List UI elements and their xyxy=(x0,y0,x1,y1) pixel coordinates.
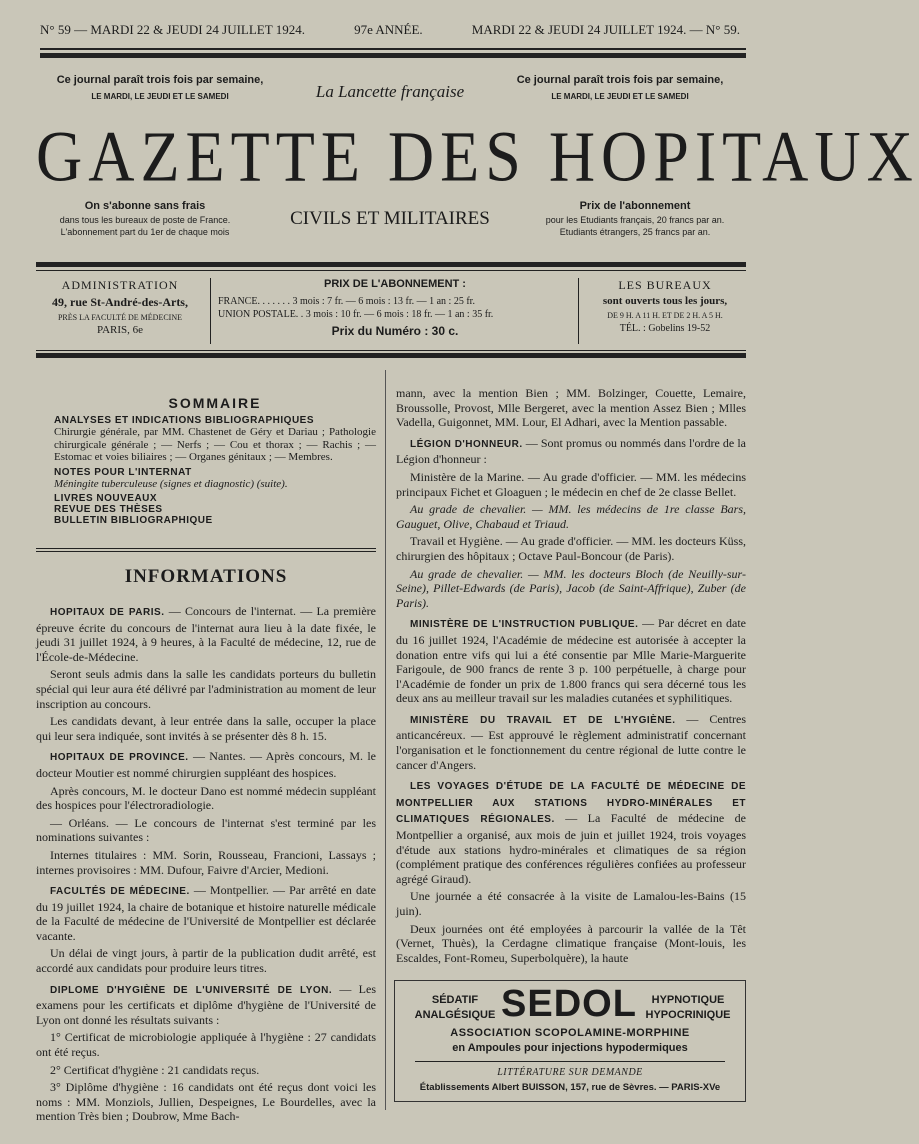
administration-box xyxy=(40,278,200,336)
info-paragraph xyxy=(36,604,376,664)
right-text: — Centres anticancéreux. — Est approuvé le règlement administratif concernant l'organisation et le fonctionnement du centre régional de lutte contre le cancer d'Angers. xyxy=(396,711,746,772)
infobar-divider-1 xyxy=(210,278,211,344)
sommaire-analyses-head: ANALYSES ET INDICATIONS BIBLIOGRAPHIQUES xyxy=(54,415,315,426)
sommaire-rule-2 xyxy=(36,551,376,552)
sommaire-internat-head: NOTES POUR L'INTERNAT xyxy=(54,466,192,478)
advert-hypocrinique: HYPOCRINIQUE xyxy=(645,1009,731,1021)
right-text: — Sont promus ou nommés dans l'ordre de la Légion d'honneur : xyxy=(396,435,746,467)
advert-rule xyxy=(415,1061,725,1062)
right-paragraph: Ministère de la Marine. — Au grade d'officier. — MM. les médecins principaux Fichet et Gloaguen ; le médecin en chef de 2e classe Bellet. xyxy=(396,469,746,499)
sommaire-section xyxy=(54,395,376,526)
info-paragraph: Après concours, M. le docteur Dano est nommé médecin suppléant des hospices pour l'électroradiologie. xyxy=(36,783,376,813)
right-paragraph: Deux journées ont été employées à parcourir la vallée de la Têt (Vernet, Thuès), la Cerdagne climatique française (Mont-louis, les Escaldes, Font-Romeu, Superbolquère), la haute xyxy=(396,921,746,965)
info-heading: HOPITAUX DE PARIS. xyxy=(50,607,165,618)
prix-abonnement-box xyxy=(218,278,572,338)
sommaire-theses: REVUE DES THÈSES xyxy=(54,504,163,516)
right-heading: LÉGION D'HONNEUR. xyxy=(410,438,523,450)
info-paragraph xyxy=(36,883,376,943)
info-text: — Montpellier. — Par arrêté en date du 19 juillet 1924, la chaire de botanique et histoire naturelle médicale de la Faculté de médecine de l'Université de Montpellier est déclarée vacante. xyxy=(36,883,376,943)
prix-title: Prix de l'abonnement xyxy=(579,200,691,212)
sommaire-livres: LIVRES NOUVEAUX xyxy=(54,493,158,505)
informations-body xyxy=(36,604,376,1127)
info-paragraph xyxy=(36,982,376,1028)
mast-rule-thin xyxy=(36,270,746,271)
info-paragraph: 3° Diplôme d'hygiène : 16 candidats ont été reçus dont voici les noms : MM. Monziols, Jullien, Despeignes, Le Bourdelles, avec la mention Très bien ; Doubrow, Mme Bach- xyxy=(36,1080,376,1124)
right-notice xyxy=(500,74,740,101)
bureaux-box xyxy=(584,278,746,334)
abonnement-notice xyxy=(40,200,250,237)
right-heading: MINISTÈRE DU TRAVAIL ET DE L'HYGIÈNE. xyxy=(410,714,676,726)
info-paragraph: Internes titulaires : MM. Sorin, Rousseau, Francioni, Lassays ; internes provisoires : MM. Dufour, Faivre d'Arcier, Medioni. xyxy=(36,847,376,877)
infobar-divider-2 xyxy=(578,278,579,344)
issue-line-left: N° 59 — MARDI 22 & JEUDI 24 JUILLET 1924. xyxy=(40,22,305,37)
infobar-rule-thin xyxy=(36,350,746,351)
infobar-rule-thick xyxy=(36,353,746,358)
bureaux-line1: sont ouverts tous les jours, xyxy=(602,295,728,307)
right-text: — La Faculté de médecine de Montpellier a organisé, aux mois de juin et juillet 1924, trois voyages d'étude aux stations hydro-minérales et climatiques de sa région (complément pratique des conférences régulières confiées au professeur agrégé Giraud). xyxy=(396,811,746,886)
right-text: — Par décret en date du 16 juillet 1924, l'Académie de médecine est autorisée à accepter la donation entre vifs qui lui a été consentie par Mlle Marie-Marguerite Farigoule, de 900 francs de rente 3 p. 100 perpétuelle, à charge pour l'Académie de fonder un prix de 1.800 francs qui sera décerné tous les deux ans au meilleur travail sur les maladies cutanées et syphilitiques. xyxy=(396,616,746,706)
abonne-line1: dans tous les bureaux de poste de France. xyxy=(59,215,231,225)
advert-left-text xyxy=(405,993,505,1023)
info-text: — Les examens pour les certificats et diplôme d'hygiène de l'Université de Lyon ont donné les résultats suivants : xyxy=(36,981,376,1027)
right-paragraph xyxy=(396,712,746,772)
abonne-line2: L'abonnement part du 1er de chaque mois xyxy=(60,227,230,237)
right-heading: LES VOYAGES D'ÉTUDE DE LA FACULTÉ DE MÉDECINE DE MONTPELLIER AUX STATIONS HYDRO-MINÉRALES ET CLIMATIQUES RÉGIONALES. xyxy=(396,781,746,826)
advert-brand: SEDOL xyxy=(501,983,637,1025)
sedol-advert xyxy=(394,980,746,1102)
right-paragraph xyxy=(396,616,746,706)
union-postale-price-row: UNION POSTALE. . 3 mois : 10 fr. — 6 mois : 18 fr. — 1 an : 35 fr. xyxy=(218,309,494,320)
advert-etablissements: Établissements Albert BUISSON, 157, rue de Sèvres. — PARIS-XVe xyxy=(419,1082,721,1093)
admin-city: PARIS, 6e xyxy=(96,324,144,336)
sommaire-analyses-body: Chirurgie générale, par MM. Chastenet de Géry et Dariau ; Pathologie chirurgicale générale ; — Nerfs ; — Cou et thorax ; — Rachis ; — Estomac et voies biliaires ; — Organes génitaux ; — Membres. xyxy=(54,426,376,464)
issue-year: 97e ANNÉE. xyxy=(354,22,423,37)
info-paragraph: Un délai de vingt jours, à partir de la publication dudit arrêté, est accordé aux candidats pour produire leurs titres. xyxy=(36,946,376,976)
right-paragraph xyxy=(396,436,746,467)
sommaire-bulletin: BULLETIN BIBLIOGRAPHIQUE xyxy=(54,515,213,527)
info-heading: DIPLOME D'HYGIÈNE DE L'UNIVERSITÉ DE LYON. xyxy=(50,984,333,996)
right-notice-days: LE MARDI, LE JEUDI ET LE SAMEDI xyxy=(551,92,689,101)
info-paragraph: — Orléans. — Le concours de l'internat s'est terminé par les nominations suivantes : xyxy=(36,815,376,845)
advert-litterature: LITTÉRATURE SUR DEMANDE xyxy=(497,1067,643,1078)
right-paragraph: Au grade de chevalier. — MM. les docteurs Bloch (de Neuilly-sur-Seine), Pillet-Edwards (de Paris), Jacob (de Saint-Affrique), Zuber (de Paris). xyxy=(396,566,746,610)
info-paragraph: Seront seuls admis dans la salle les candidats porteurs du bulletin spécial qui leur aura été délivré par l'administration au moment de leur inscription au concours. xyxy=(36,667,376,711)
right-paragraph: Travail et Hygiène. — Au grade d'officier. — MM. les docteurs Küss, chirurgien des hôpitaux ; Octave Paul-Boncour (de Paris). xyxy=(396,534,746,563)
admin-title: ADMINISTRATION xyxy=(61,278,179,292)
issue-line-right: MARDI 22 & JEUDI 24 JUILLET 1924. — N° 59. xyxy=(471,22,740,37)
advert-ampoules: en Ampoules pour injections hypodermiques xyxy=(452,1042,688,1054)
right-paragraph: mann, avec la mention Bien ; MM. Bolzinger, Couette, Lemaire, Broussolle, Provost, Mlle Bergeret, avec la mention Assez Bien ; Mlles Vadella, Guigonnet, MM. Lour, El Adhari, avec la Mention passable. xyxy=(396,386,746,430)
sommaire-internat-body: Méningite tuberculeuse (signes et diagnostic) (suite). xyxy=(54,477,288,490)
issue-line xyxy=(40,22,740,38)
advert-analgesique: ANALGÉSIQUE xyxy=(414,1009,496,1021)
right-heading: MINISTÈRE DE L'INSTRUCTION PUBLIQUE. xyxy=(410,619,639,631)
prix-line2: Etudiants étrangers, 25 francs par an. xyxy=(559,227,711,237)
sommaire-rule-1 xyxy=(36,548,376,549)
prix-numero: Prix du Numéro : 30 c. xyxy=(331,324,459,338)
info-paragraph: Les candidats devant, à leur entrée dans la salle, occuper la place qui leur sera indiquée, sont invités à se présenter dès 8 h. 15. xyxy=(36,714,376,743)
info-heading: FACULTÉS DE MÉDECINE. xyxy=(50,886,190,898)
right-paragraph: Au grade de chevalier. — MM. les médecins de 1re classe Bars, Gauguet, Olive, Chabaud et Triaud. xyxy=(396,502,746,531)
left-notice xyxy=(40,74,280,101)
advert-right-text xyxy=(633,993,743,1023)
admin-near: PRÈS LA FACULTÉ DE MÉDECINE xyxy=(57,313,182,322)
advert-sedatif: SÉDATIF xyxy=(431,994,479,1006)
right-column-body xyxy=(396,386,746,968)
informations-title: INFORMATIONS xyxy=(124,566,288,587)
info-paragraph: 2° Certificat d'hygiène : 21 candidats reçus. xyxy=(50,1062,260,1077)
france-price-row: FRANCE. . . . . . . 3 mois : 7 fr. — 6 mois : 13 fr. — 1 an : 25 fr. xyxy=(218,296,475,307)
mast-rule-thick xyxy=(36,262,746,267)
info-heading: HOPITAUX DE PROVINCE. xyxy=(50,752,189,764)
top-thick-rule xyxy=(40,53,746,58)
column-divider xyxy=(385,370,386,1110)
info-paragraph: 1° Certificat de microbiologie appliquée à l'hygiène : 27 candidats ont été reçus. xyxy=(36,1030,376,1060)
info-text: — Nantes. — Après concours, M. le docteur Moutier est nommé chirurgien suppléant des hospices. xyxy=(36,749,377,780)
top-rule xyxy=(40,48,746,50)
prix-abonnement-title: PRIX DE L'ABONNEMENT : xyxy=(324,278,466,290)
bureaux-title: LES BUREAUX xyxy=(618,278,712,292)
abonne-title: On s'abonne sans frais xyxy=(84,200,206,212)
right-paragraph xyxy=(396,778,746,886)
admin-address: 49, rue St-André-des-Arts, xyxy=(52,295,188,309)
civils-militaires: CIVILS ET MILITAIRES xyxy=(290,208,490,229)
left-notice-text: Ce journal paraît trois fois par semaine, xyxy=(56,74,264,86)
prix-line1: pour les Etudiants français, 20 francs par an. xyxy=(545,215,725,225)
lancette-subtitle: La Lancette française xyxy=(315,82,465,101)
left-notice-days: LE MARDI, LE JEUDI ET LE SAMEDI xyxy=(91,92,229,101)
prix-notice xyxy=(520,200,750,237)
advert-hypnotique: HYPNOTIQUE xyxy=(651,994,725,1006)
bureaux-tel: TÉL. : Gobelins 19-52 xyxy=(619,323,711,334)
right-paragraph: Une journée a été consacrée à la visite de Lamalou-les-Bains (15 juin). xyxy=(396,889,746,918)
right-notice-text: Ce journal paraît trois fois par semaine, xyxy=(516,74,724,86)
newspaper-title: GAZETTE DES HOPITAUX xyxy=(36,116,919,197)
info-paragraph xyxy=(36,749,376,780)
info-text: — Concours de l'internat. — La première épreuve écrite du concours de l'internat aura lieu à la date fixée, le jeudi 31 juillet 1924, à 9 heures, à la Faculté de médecine, 12, rue de l'École-de-Médecine. xyxy=(36,604,376,664)
bureaux-line2: DE 9 H. A 11 H. ET DE 2 H. A 5 H. xyxy=(607,311,723,320)
advert-association: ASSOCIATION SCOPOLAMINE-MORPHINE xyxy=(450,1027,690,1039)
sommaire-title: SOMMAIRE xyxy=(168,395,262,411)
